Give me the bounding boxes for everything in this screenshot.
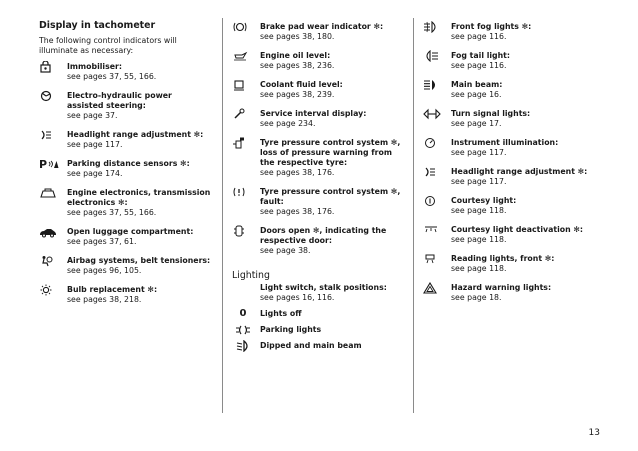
entry-title: Open luggage compartment: (67, 227, 194, 236)
entry-page-ref: see pages 37, 55, 166. (67, 72, 157, 81)
entry-front-fog (423, 22, 603, 42)
entry-title: Coolant fluid level: (260, 80, 343, 89)
entry-page-ref: see pages 38, 236. (260, 61, 335, 70)
entry-title: Fog tail light: (451, 51, 511, 60)
intro-text: The following control indicators will illuminate as necessary: (39, 36, 177, 55)
turn-signal-icon (423, 108, 445, 120)
headlight-range-icon (423, 166, 445, 178)
section-heading-tachometer: Display in tachometer (39, 20, 156, 31)
entry-title: Brake pad wear indicator ✻: (260, 22, 384, 31)
entry-title: Courtesy light: (451, 196, 517, 205)
entry-title: Engine electronics, transmission electronics ✻: (67, 188, 211, 207)
entry-page-ref: see page 116. (451, 32, 507, 41)
light-switch-title: Light switch, stalk positions: (260, 283, 387, 292)
position-label: Dipped and main beam (260, 341, 362, 350)
entry-courtesy-light (423, 196, 603, 216)
entry-title: Tyre pressure control system ✻, loss of pressure warning from the respective tyre: (260, 138, 401, 167)
front-fog-icon (423, 21, 445, 33)
entry-title: Hazard warning lights: (451, 283, 552, 292)
entry-bulb-replacement (39, 285, 211, 305)
instrument-illumination-icon (423, 137, 445, 149)
entry-page-ref: see page 16. (451, 90, 502, 99)
entry-page-ref: see pages 38, 218. (67, 295, 142, 304)
entry-page-ref: see page 117. (451, 148, 507, 157)
page-number: 13 (588, 428, 600, 438)
entry-tyre-pressure-fault (232, 187, 404, 217)
entry-title: Main beam: (451, 80, 503, 89)
entry-instrument-illumination (423, 138, 603, 158)
entry-title: Front fog lights ✻: (451, 22, 532, 31)
entry-turn-signal (423, 109, 603, 129)
section-heading-lighting: Lighting (232, 270, 270, 281)
entry-title: Reading lights, front ✻: (451, 254, 555, 263)
entry-title: Service interval display: (260, 109, 367, 118)
reading-lights-icon (423, 253, 445, 265)
headlight-range-icon (39, 129, 61, 141)
entry-doors-open (232, 226, 404, 256)
column-tachometer-display (39, 20, 211, 305)
entry-page-ref: see page 117. (451, 177, 507, 186)
entry-page-ref: see page 18. (451, 293, 502, 302)
parking-sensor-icon (39, 158, 61, 170)
column-lighting-indicators (423, 20, 603, 303)
entry-page-ref: see page 174. (67, 169, 123, 178)
entry-title: Airbag systems, belt tensioners: (67, 256, 211, 265)
oil-can-icon (232, 50, 254, 62)
entry-immobiliser (39, 62, 211, 82)
entry-page-ref: see pages 96, 105. (67, 266, 142, 275)
entry-title: Parking distance sensors ✻: (67, 159, 190, 168)
light-switch-block (232, 283, 404, 303)
svg-text:P: P (39, 158, 48, 170)
entry-engine-oil (232, 51, 404, 71)
door-open-icon (232, 225, 254, 237)
bulb-replacement-icon (39, 284, 61, 296)
entry-page-ref: see page 234. (260, 119, 316, 128)
main-beam-icon (423, 79, 445, 91)
column-divider-2 (413, 18, 414, 413)
position-parking-lights (232, 325, 404, 335)
position-dipped-main-beam (232, 341, 404, 351)
entry-page-ref: see page 116. (451, 61, 507, 70)
entry-fog-tail (423, 51, 603, 71)
column-warnings (232, 20, 404, 351)
entry-page-ref: see pages 38, 180. (260, 32, 335, 41)
entry-hazard-warning (423, 283, 603, 303)
dipped-beam-icon (232, 340, 254, 352)
steering-wheel-icon (39, 90, 61, 102)
wrench-icon (232, 108, 254, 120)
tyre-fault-icon (232, 186, 254, 198)
column-divider-1 (222, 18, 223, 413)
entry-page-ref: see pages 38, 176. (260, 207, 335, 216)
entry-page-ref: see pages 37, 55, 166. (67, 208, 157, 217)
entry-title: Courtesy light deactivation ✻: (451, 225, 584, 234)
airbag-icon (39, 255, 61, 267)
entry-coolant (232, 80, 404, 100)
entry-service-interval (232, 109, 404, 129)
fog-tail-icon (423, 50, 445, 62)
parking-lights-icon (232, 324, 254, 335)
engine-electronics-icon (39, 187, 61, 199)
entry-parking-sensors (39, 159, 211, 179)
hazard-warning-icon (423, 282, 445, 294)
entry-title: Headlight range adjustment ✻: (451, 167, 588, 176)
light-switch-page-ref: see pages 16, 116. (260, 293, 335, 302)
immobiliser-key-icon (39, 61, 61, 73)
entry-title: Headlight range adjustment ✻: (67, 130, 204, 139)
brake-pad-icon (232, 21, 254, 33)
entry-title: Tyre pressure control system ✻, fault: (260, 187, 401, 206)
entry-main-beam (423, 80, 603, 100)
entry-courtesy-deactivation (423, 225, 603, 245)
entry-luggage-compartment (39, 227, 211, 247)
entry-power-steering (39, 91, 211, 121)
position-lights-off (232, 309, 404, 319)
entry-airbag (39, 256, 211, 276)
entry-brake-pad (232, 22, 404, 42)
coolant-icon (232, 79, 254, 91)
entry-page-ref: see page 118. (451, 206, 507, 215)
entry-headlight-range (39, 130, 211, 150)
entry-page-ref: see pages 37, 61. (67, 237, 137, 246)
entry-title: Engine oil level: (260, 51, 331, 60)
entry-title: Electro-hydraulic power assisted steering: (67, 91, 172, 110)
entry-page-ref: see pages 38, 176. (260, 168, 335, 177)
courtesy-light-icon (423, 195, 445, 207)
courtesy-deactivation-icon (423, 224, 445, 236)
entry-reading-lights (423, 254, 603, 274)
lights-off-icon: 0 (239, 308, 247, 319)
entry-page-ref: see page 118. (451, 264, 507, 273)
entry-page-ref: see page 38. (260, 246, 311, 255)
entry-headlight-range-2 (423, 167, 603, 187)
tyre-pressure-icon (232, 137, 254, 149)
entry-page-ref: see page 117. (67, 140, 123, 149)
entry-title: Instrument illumination: (451, 138, 559, 147)
entry-engine-electronics (39, 188, 211, 218)
open-boot-icon (39, 226, 61, 238)
entry-page-ref: see page 17. (451, 119, 502, 128)
position-label: Parking lights (260, 325, 322, 334)
entry-page-ref: see page 118. (451, 235, 507, 244)
entry-page-ref: see pages 38, 239. (260, 90, 335, 99)
position-label: Lights off (260, 309, 302, 318)
entry-title: Doors open ✻, indicating the respective door: (260, 226, 387, 245)
entry-title: Turn signal lights: (451, 109, 531, 118)
entry-title: Bulb replacement ✻: (67, 285, 158, 294)
entry-page-ref: see page 37. (67, 111, 118, 120)
entry-tyre-pressure-loss (232, 138, 404, 178)
entry-title: Immobiliser: (67, 62, 122, 71)
